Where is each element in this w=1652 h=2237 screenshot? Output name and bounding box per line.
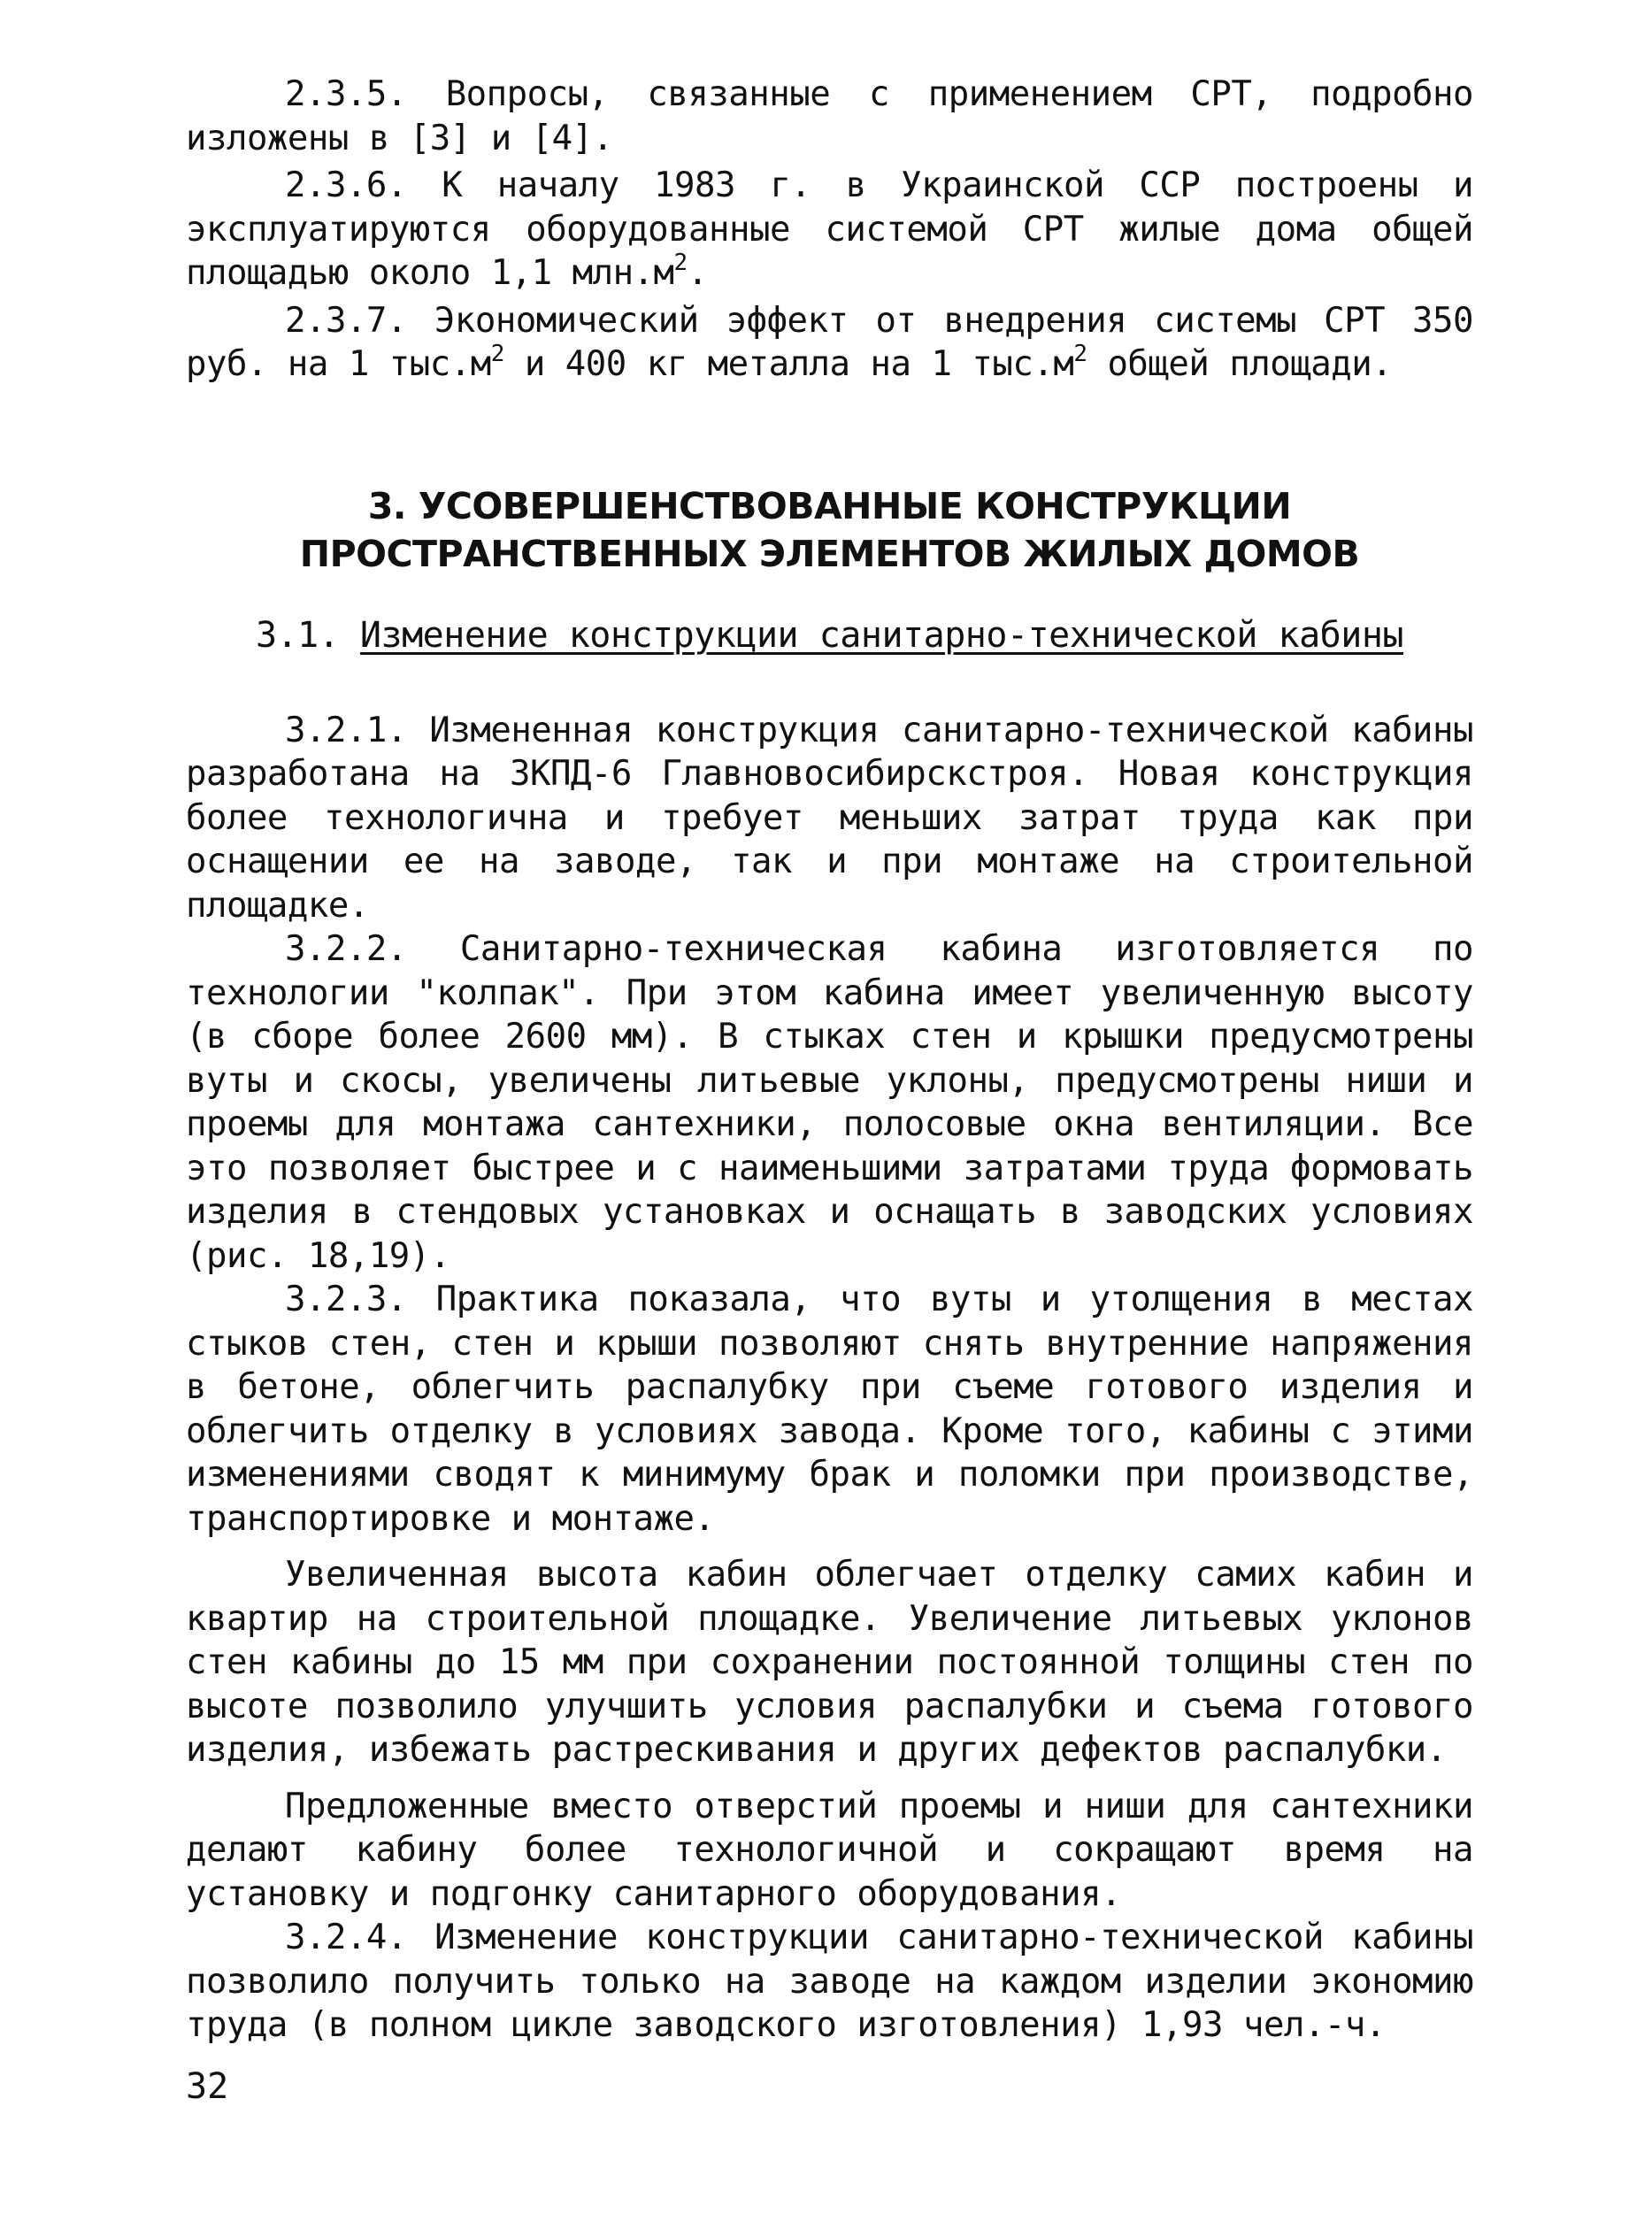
subsection-title: Изменение конструкции санитарно-технической кабины: [359, 614, 1404, 656]
reference-link[interactable]: [4]: [531, 118, 593, 158]
paragraph-cabin-height: Увеличенная высота кабин облегчает отделку самих кабин и квартир на строительной площадке. Увеличение литьевых уклонов стен кабины до 15 мм при сохранении постоянной толщины стен по высоте позволило улучшить условия распалубки и съема готового изделия, избежать растрескивания и других дефектов распалубки.: [186, 1555, 1473, 1770]
section-heading: [186, 482, 1473, 578]
paragraph-text: и 400 кг металла на 1 тыс.м: [503, 344, 1074, 384]
paragraph-3-2-4: 3.2.4. Изменение конструкции санитарно-технической кабины позволило получить только на заводе на каждом изделии экономию труда (в полном цикле заводского изготовления) 1,93 чел.-ч.: [186, 1918, 1473, 2045]
page-number: 32: [186, 2066, 229, 2107]
paragraph-2-3-5: [186, 73, 1473, 160]
paragraph-openings: Предложенные вместо отверстий проемы и ниши для сантехники делают кабину более технологичной и сокращают время на установку и подгонку санитарного оборудования.: [186, 1786, 1473, 1914]
paragraph-text: 2.3.5. Вопросы, связанные с применением СРТ, подробно изложены в: [186, 74, 1473, 158]
superscript: 2: [673, 250, 688, 276]
paragraph-2-3-6: [186, 164, 1473, 296]
paragraph-text: и: [470, 118, 532, 158]
paragraph-3-2-1: 3.2.1. Измененная конструкция санитарно-технической кабины разработана на ЗКПД-6 Главновосибирскстроя. Новая конструкция более технологична и требует меньших затрат труда как при оснащении ее на заводе, так и при монтаже на строительной площадке.: [186, 710, 1473, 926]
superscript: 2: [1073, 341, 1087, 367]
paragraph-2-3-7: [186, 299, 1473, 387]
superscript: 2: [490, 341, 504, 367]
subsection-number: 3.1.: [255, 614, 340, 656]
paragraph-text: 2.3.7. Экономический эффект от внедрения системы СРТ 350 руб. на 1 тыс.м: [186, 300, 1473, 384]
document-page: [186, 73, 1473, 2048]
paragraph-text: .: [687, 253, 708, 293]
paragraph-text: 2.3.6. К началу 1983 г. в Украинской ССР построены и эксплуатируются оборудованные системой СРТ жилые дома общей площадью около 1,1 млн.м: [186, 165, 1473, 293]
reference-link[interactable]: [3]: [409, 118, 471, 158]
paragraph-text: .: [592, 118, 613, 158]
section-title-line-2: ПРОСТРАНСТВЕННЫХ ЭЛЕМЕНТОВ ЖИЛЫХ ДОМОВ: [299, 532, 1360, 575]
section-title-line-1: 3. УСОВЕРШЕНСТВОВАННЫЕ КОНСТРУКЦИИ: [367, 484, 1292, 527]
paragraph-3-2-3: 3.2.3. Практика показала, что вуты и утолщения в местах стыков стен, стен и крыши позволяют снять внутренние напряжения в бетоне, облегчить распалубку при съеме готового изделия и облегчить отделку в условиях завода. Кроме того, кабины с этими изменениями сводят к минимуму брак и поломки при производстве, транспортировке и монтаже.: [186, 1280, 1473, 1539]
subsection-heading: [186, 613, 1473, 657]
paragraph-text: общей площади.: [1087, 344, 1393, 384]
paragraph-3-2-2: 3.2.2. Санитарно-техническая кабина изготовляется по технологии "колпак". При этом кабина имеет увеличенную высоту (в сборе более 2600 мм). В стыках стен и крышки предусмотрены вуты и скосы, увеличены литьевые уклоны, предусмотрены ниши и проемы для монтажа сантехники, полосовые окна вентиляции. Все это позволяет быстрее и с наименьшими затратами труда формовать изделия в стендовых установках и оснащать в заводских условиях (рис. 18,19).: [186, 929, 1473, 1276]
